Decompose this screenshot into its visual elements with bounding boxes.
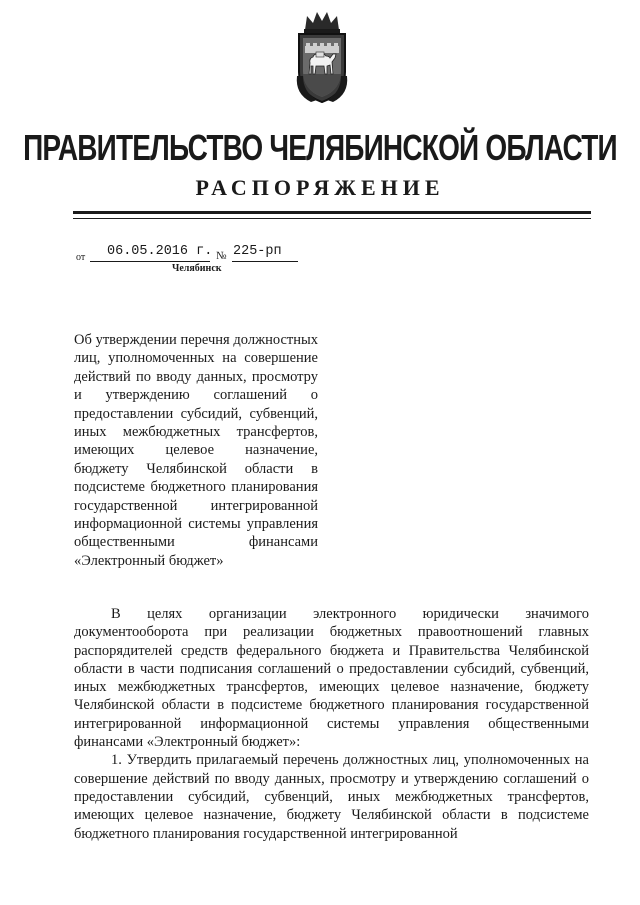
document-subject: Об утверждении перечня должностных лиц, уполномоченных на совершение действий по вводу данных, просмотру и утверждению соглашений о предоставлении субсидий, субвенций, иных межбюджетных трансфертов, имеющих целевое назначение, бюджету Челябинской области в подсистеме бюджетного планирования государственной интегрированной информационной системы управления общественными финансами «Электронный бюджет» [74,332,318,569]
number-underline [232,261,298,262]
document-date: 06.05.2016 г. [107,244,213,259]
government-title: ПРАВИТЕЛЬСТВО ЧЕЛЯБИНСКОЙ ОБЛАСТИ [23,128,617,168]
city-name: Челябинск [172,263,222,274]
number-sign: № [216,250,227,262]
coat-of-arms-icon [291,8,353,104]
header-rule-thick [73,211,591,214]
body-preamble: В целях организации электронного юридически значимого документооборота при реализации бюджетных правоотношений главных распорядителей средств федерального бюджета и Правительства Челябинской области в части подписания соглашений о предоставлении субсидий, субвенций, иных межбюджетных трансфертов, имеющих целевое назначение, бюджету Челябинской области в подсистеме бюджетного планирования государственной интегрированной информационной системы управления общественными финансами «Электронный бюджет»: [74,606,589,751]
document-body [74,605,589,843]
document-type-title: РАСПОРЯЖЕНИЕ [195,175,445,200]
date-prefix: от [76,252,86,263]
header-rule-thin [73,218,591,219]
body-item-1: 1. Утвердить прилагаемый перечень должностных лиц, уполномоченных на совершение действий по вводу данных, просмотру и утверждению соглашений о предоставлении субсидий, субвенций, иных межбюджетных трансфертов, имеющих целевое назначение, бюджету Челябинской области в подсистеме бюджетного планирования государственной интегрированной [74,752,589,842]
document-number: 225-рп [233,244,282,259]
date-underline [90,261,210,262]
